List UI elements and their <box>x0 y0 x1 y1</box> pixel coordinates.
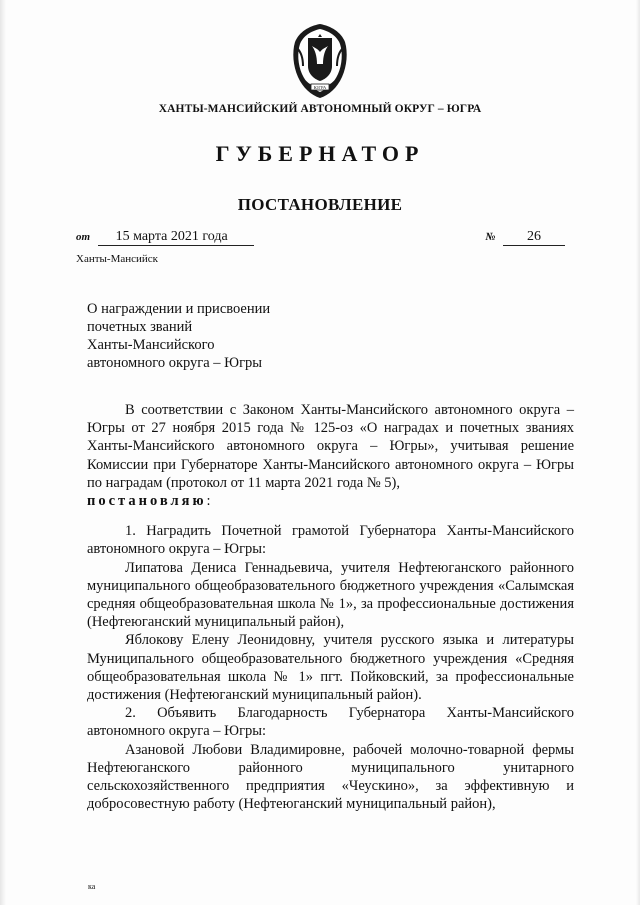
city-name: Ханты-Мансийск <box>76 253 159 265</box>
item-1-awardee-1: Липатова Дениса Геннадьевича, учителя Нефтеюганского районного муниципального общеобразовательного бюджетного учреждения «Салымская средняя общеобразовательная школа № 1», за профессиональные достижения (Нефтеюганский муниципальный район), <box>87 559 574 631</box>
footer-mark: ка <box>88 882 96 891</box>
date-prefix: от <box>76 231 91 243</box>
date-line <box>76 229 254 246</box>
document-body <box>87 401 574 813</box>
resolve-word: постановляю <box>87 493 207 510</box>
subject-line: почетных званий <box>87 319 193 335</box>
document-number: 26 <box>503 229 565 246</box>
subject-line: О награждении и присвоении <box>87 301 271 317</box>
subject-line: автономного округа – Югры <box>87 355 263 371</box>
number-line <box>485 229 565 246</box>
document-type-heading: ПОСТАНОВЛЕНИЕ <box>237 195 403 214</box>
document-date: 15 марта 2021 года <box>98 229 254 246</box>
scan-edge-left <box>0 0 6 905</box>
coat-of-arms-emblem <box>289 22 351 100</box>
item-2-intro: 2. Объявить Благодарность Губернатора Ханты-Мансийского автономного округа – Югры: <box>87 705 574 740</box>
item-1-intro: 1. Наградить Почетной грамотой Губернатора Ханты-Мансийского автономного округа – Югры: <box>87 523 574 558</box>
governor-heading: ГУБЕРНАТОР <box>215 141 425 166</box>
item-2-awardee-1: Азановой Любови Владимировне, рабочей молочно-товарной фермы Нефтеюганского районного муниципального унитарного сельскохозяйственного предприятия «Чеускино», за эффективную и добросовестную работу (Нефтеюганский муниципальный район), <box>87 741 574 813</box>
preamble-text: В соответствии с Законом Ханты-Мансийского автономного округа – Югры от 27 ноября 2015 года № 125-оз «О наградах и почетных званиях Ханты-Мансийского автономного округа – Югры», учитывая решение Комиссии при Губернаторе Ханты-Мансийского автономного округа – Югры по наградам (протокол от 11 марта 2021 года № 5), <box>87 402 574 491</box>
resolve-colon: : <box>206 493 211 510</box>
subject-line: Ханты-Мансийского <box>87 337 215 353</box>
region-title: ХАНТЫ-МАНСИЙСКИЙ АВТОНОМНЫЙ ОКРУГ – ЮГРА <box>158 103 482 115</box>
number-prefix: № <box>485 231 496 243</box>
emblem-motto: ЮГРА <box>313 84 327 90</box>
document-subject <box>87 300 347 372</box>
item-1-awardee-2: Яблокову Елену Леонидовну, учителя русского языка и литературы Муниципального общеобразовательного бюджетного учреждения «Средняя общеобразовательная школа № 1» пгт. Пойковский, за профессиональные достижения (Нефтеюганский муниципальный район). <box>87 632 574 704</box>
scan-edge-right <box>636 0 640 905</box>
preamble-paragraph <box>87 401 574 510</box>
